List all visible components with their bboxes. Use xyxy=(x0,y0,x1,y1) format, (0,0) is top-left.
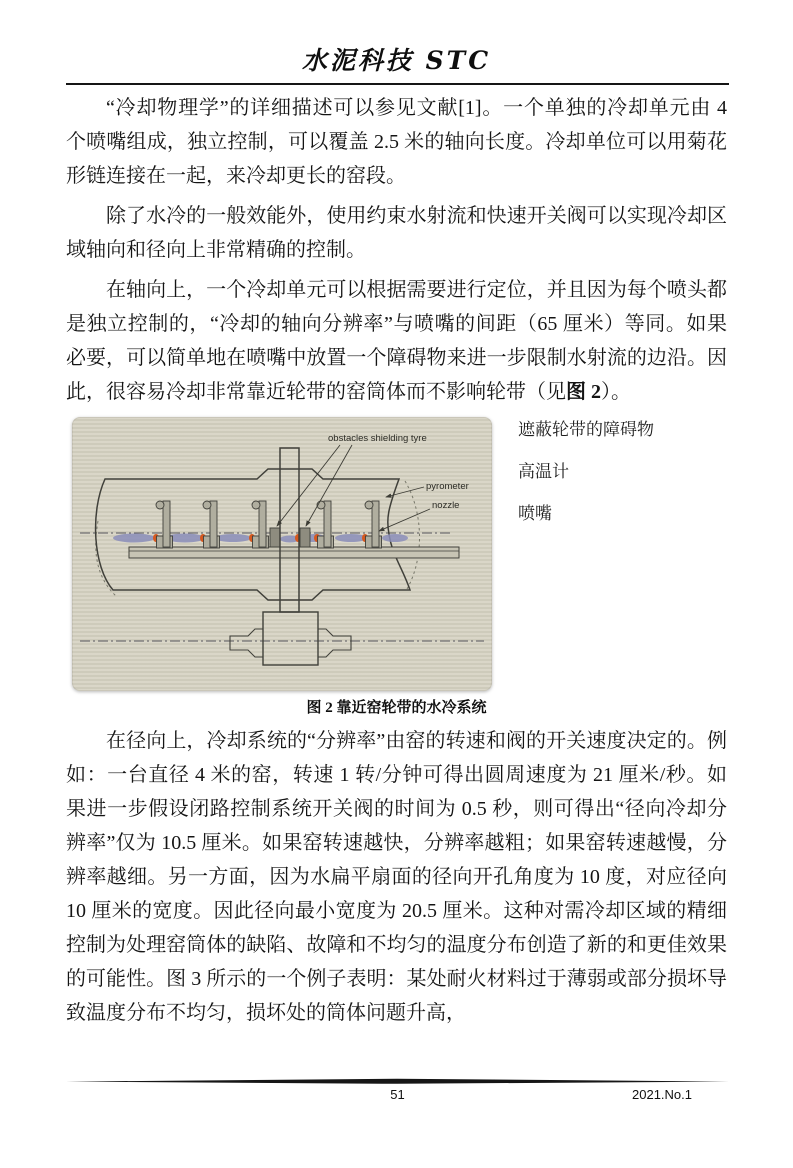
header-rule xyxy=(66,83,729,85)
footer-rule xyxy=(66,1078,729,1085)
diagram-label-obstacles: obstacles shielding tyre xyxy=(328,433,427,444)
paragraph: 在径向上，冷却系统的“分辨率”由窑的转速和阀的开关速度决定的。例如：一台直径 4 米的窑，转速 1 转/分钟可得出圆周速度为 21 厘米/秒。如果进一步假设闭路控制系统开关阀的时间为 0.5 秒，则可得出“径向冷却分辨率”仅为 10.5 厘米。如果窑转速越快，分辨率越粗；如果窑转速越慢，分辨率越细。另一方面，因为水扁平扇面的径向开孔角度为 10 度，对应径向 10 厘米的宽度。因此径向最小宽度为 20.5 厘米。这种对需冷却区域的精细控制为处理窑筒体的缺陷、故障和不均匀的温度分布创造了新的和更佳效果的可能性。图 3 所示的一个例子表明：某处耐火材料过于薄弱或部分损坏导致温度分布不均匀，损坏处的筒体问题升高， xyxy=(66,730,727,1024)
nozzle-post xyxy=(203,501,220,548)
paragraph-text: 在轴向上，一个冷却单元可以根据需要进行定位，并且因为每个喷头都是独立控制的，“冷却的轴向分辨率”与喷嘴的间距（65 厘米）等同。如果必要，可以简单地在喷嘴中放置一个障碍物来进一步限制水射流的边沿。因此，很容易冷却非常靠近轮带的窑筒体而不影响轮带（见 xyxy=(66,279,727,403)
page-number: 51 xyxy=(390,1087,405,1102)
body-text-lower xyxy=(66,724,727,1030)
side-label-nozzle: 喷嘴 xyxy=(518,504,552,523)
tyre-band xyxy=(280,448,299,612)
paragraph xyxy=(66,273,727,409)
obstacle-block xyxy=(300,528,310,547)
side-label-obstacles: 遮蔽轮带的障碍物 xyxy=(518,420,654,439)
figure-image xyxy=(72,417,492,691)
page-footer xyxy=(66,1078,729,1105)
side-label-pyrometer: 高温计 xyxy=(518,462,569,481)
diagram-label-nozzle: nozzle xyxy=(432,500,460,511)
paragraph: 除了水冷的一般效能外，使用约束水射流和快速开关阀可以实现冷却区域轴向和径向上非常精确的控制。 xyxy=(66,205,727,261)
paragraph: “冷却物理学”的详细描述可以参见文献[1]。一个单独的冷却单元由 4 个喷嘴组成，独立控制，可以覆盖 2.5 米的轴向长度。冷却单位可以用菊花形链连接在一起，来冷却更长的窑段。 xyxy=(66,97,727,187)
page-title: 水泥科技 STC xyxy=(301,46,492,75)
figure-block xyxy=(72,417,793,691)
document-page xyxy=(0,46,793,1168)
nozzle-post xyxy=(365,501,382,548)
diagram-label-pyrometer: pyrometer xyxy=(426,481,469,492)
body-text xyxy=(66,91,727,409)
kiln-end-arc-right xyxy=(405,481,420,589)
issue-number: 2021.No.1 xyxy=(632,1087,692,1102)
nozzle-post xyxy=(317,501,334,548)
leader-nozzle xyxy=(379,509,430,531)
leader-pyrometer xyxy=(386,487,424,497)
footer-texts xyxy=(66,1087,729,1105)
water-cooling-diagram xyxy=(72,417,492,691)
obstacle-block xyxy=(270,528,280,547)
nozzle-rail xyxy=(129,547,459,558)
nozzle-post xyxy=(252,501,269,548)
support-roller xyxy=(230,612,351,665)
paragraph-text: ）。 xyxy=(601,381,631,403)
figure-caption: 图 2 靠近窑轮带的水冷系统 xyxy=(306,700,487,716)
nozzle-post xyxy=(156,501,173,548)
figure-reference: 图 2 xyxy=(566,381,601,403)
